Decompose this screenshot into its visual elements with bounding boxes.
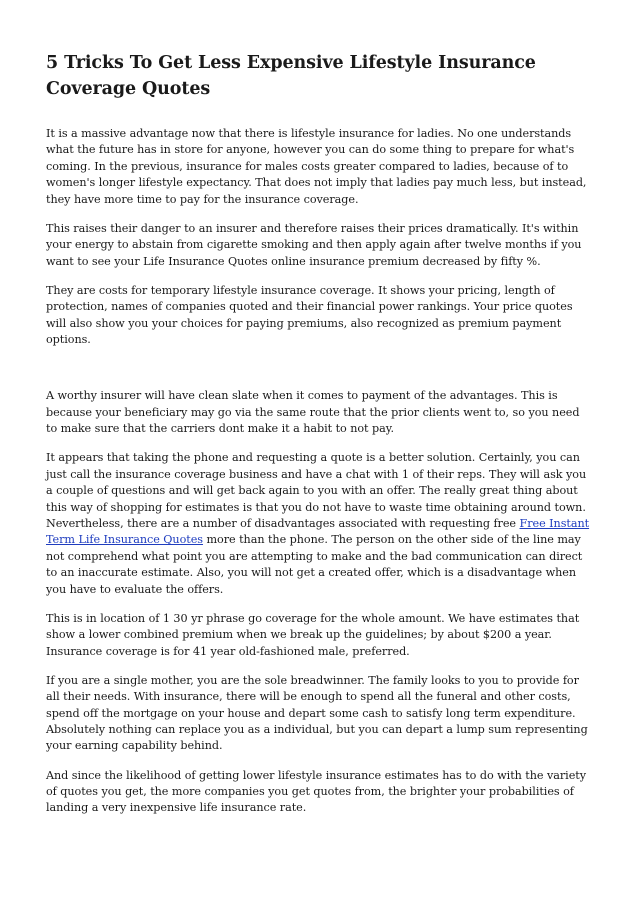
blank-spacer <box>46 361 593 388</box>
paragraph-5 <box>46 450 593 598</box>
document-title: 5 Tricks To Get Less Expensive Lifestyle Insurance Coverage Quotes <box>46 53 536 99</box>
paragraph-4: A worthy insurer will have clean slate when it comes to payment of the advantages. This is because your beneficiary may go via the same route that the prior clients went to, so you need to make sure that the carriers dont make it a habit to not pay. <box>46 389 580 436</box>
paragraph-1: It is a massive advantage now that there is lifestyle insurance for ladies. No one understands what the future has in store for anyone, however you can do some thing to prepare for what's coming. In the previous, insurance for males costs greater compared to ladies, because of to women's longer lifestyle expectancy. That does not imply that ladies pay much less, but instead, they have more time to pay for the insurance coverage. <box>46 127 587 206</box>
paragraph-8: And since the likelihood of getting lower lifestyle insurance estimates has to do with the variety of quotes you get, the more companies you get quotes from, the brighter your probabilities of landing a very inexpensive life insurance rate. <box>46 768 586 815</box>
paragraph-3: They are costs for temporary lifestyle insurance coverage. It shows your pricing, length of protection, names of companies quoted and their financial power rankings. Your price quotes will also show you your choices for paying premiums, also recognized as premium payment options. <box>46 283 573 347</box>
paragraph-5-text-after: more than the phone. The person on the other side of the line may not comprehend what point you are attempting to make and the bad communication can direct to an inaccurate estimate. Also, you will not get a created offer, which is a disadvantage when you have to evaluate the offers. <box>46 533 583 596</box>
paragraph-7: If you are a single mother, you are the sole breadwinner. The family looks to you to provide for all their needs. With insurance, there will be enough to spend all the funeral and other costs, spend off the mortgage on your house and depart some cash to satisfy long term expenditure. Absolutely nothing can replace you as a individual, but you can depart a lump sum representing your earning capability behind. <box>46 673 588 753</box>
free-term-life-quotes-link[interactable]: Free Instant Term Life Insurance Quotes <box>46 516 590 547</box>
paragraph-6: This is in location of 1 30 yr phrase go coverage for the whole amount. We have estimates that show a lower combined premium when we break up the guidelines; by about $200 a year. Insurance coverage is for 41 year old-fashioned male, preferred. <box>46 611 580 658</box>
paragraph-5-text-before: It appears that taking the phone and requesting a quote is a better solution. Certainly, you can just call the insurance coverage business and have a chat with 1 of their reps. They will ask you a couple of questions and will get back again to you with an offer. The really great thing about this way of shopping for estimates is that you do not have to waste time obtaining around town. Nevertheless, there are a number of disadvantages associated with requesting free <box>46 451 587 530</box>
paragraph-2: This raises their danger to an insurer and therefore raises their prices dramatically. It's within your energy to abstain from cigarette smoking and then apply again after twelve months if you want to see your Life Insurance Quotes online insurance premium decreased by fifty %. <box>46 221 582 268</box>
